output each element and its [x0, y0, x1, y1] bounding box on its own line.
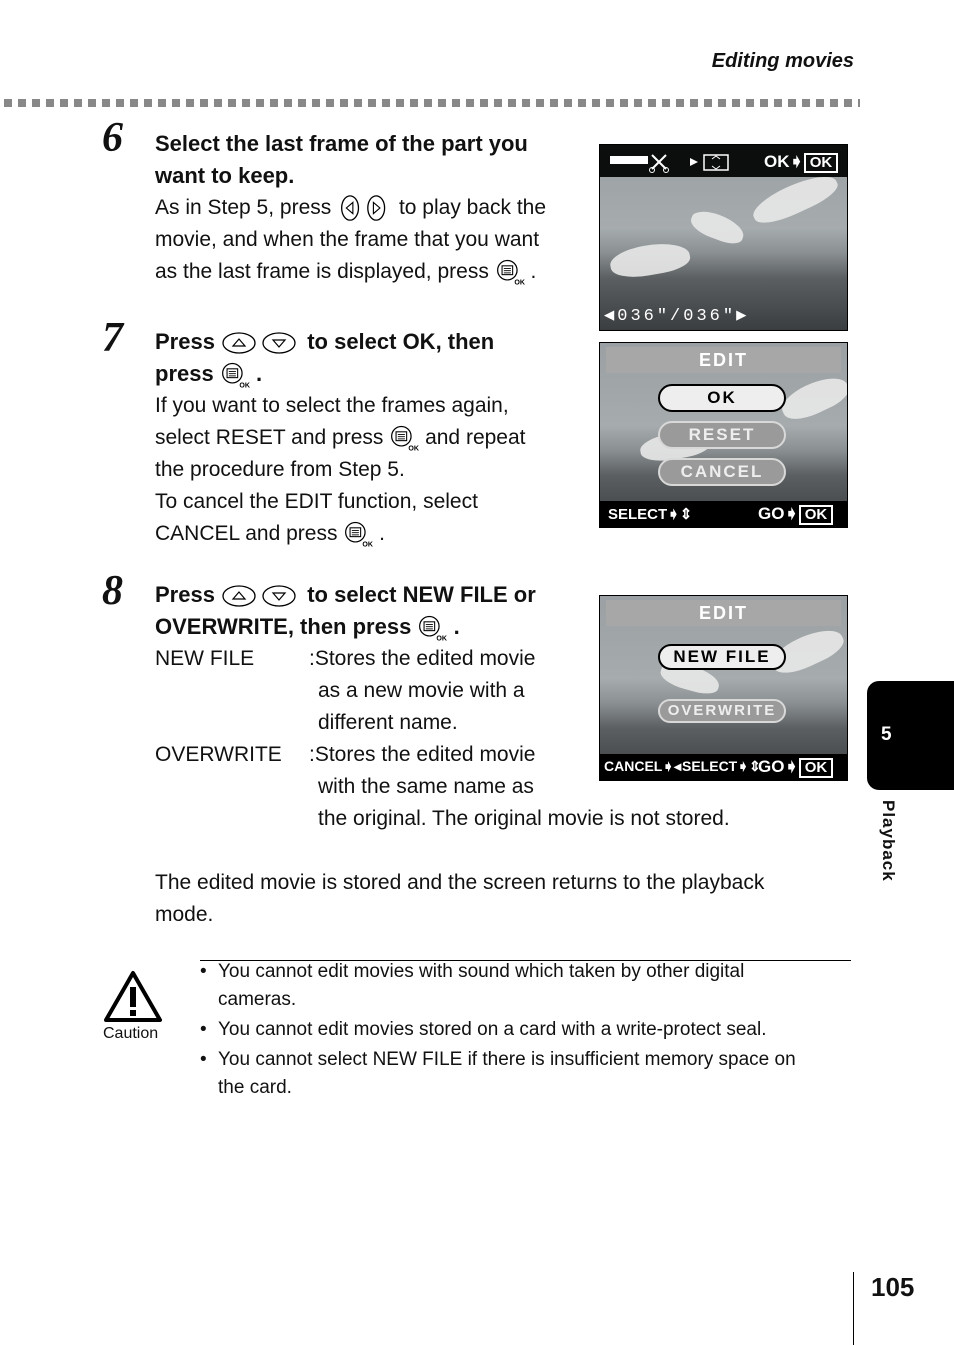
step6-body-line1: As in Step 5, press to play back the: [155, 192, 546, 224]
page-number: 105: [871, 1272, 915, 1302]
step7-body-line4: To cancel the EDIT function, select: [155, 490, 478, 513]
screen3-title: EDIT: [606, 600, 841, 626]
page-number-rule: [853, 1272, 854, 1345]
ok-button-icon: [220, 361, 250, 389]
newfile-term: NEW FILE: [155, 647, 255, 670]
step6-body-line2: movie, and when the frame that you want: [155, 228, 540, 251]
overwrite-desc-line3: the original. The original movie is not stored.: [318, 807, 730, 830]
step6-title-line2: want to keep.: [155, 163, 295, 188]
edit-scissors-icon: [608, 151, 733, 173]
chapter-label: Playback: [879, 800, 898, 882]
step-number-7: 7: [102, 315, 123, 361]
menu-option-overwrite[interactable]: OVERWRITE: [658, 699, 786, 723]
result-line2: mode.: [155, 903, 214, 926]
step7-body-line2: select RESET and press OK and repeat: [155, 426, 526, 453]
step7-body-line1: If you want to select the frames again,: [155, 394, 509, 417]
caution-label: Caution: [103, 1025, 159, 1042]
ok-button-icon: [495, 258, 525, 286]
screen1-ok-hint: OK➧ OK: [764, 152, 838, 173]
step7-title-line1: Press to select OK, then: [155, 326, 494, 358]
select-hint: SELECT➧⇕: [608, 506, 693, 523]
camera-screen-frame-select: [599, 144, 848, 331]
running-header: Editing movies: [711, 50, 854, 72]
go-hint: GO➧ OK: [758, 504, 833, 525]
step8-title-line2: OVERWRITE, then press OK .: [155, 614, 460, 643]
overwrite-desc-line2: with the same name as: [318, 775, 534, 798]
screen2-title: EDIT: [606, 347, 841, 373]
go-hint: GO➧ OK: [758, 757, 833, 778]
result-line1: The edited movie is stored and the screen returns to the playback: [155, 871, 765, 894]
overwrite-term: OVERWRITE: [155, 743, 282, 766]
ok-button-icon: [417, 614, 447, 642]
svg-text:OK: OK: [514, 279, 525, 287]
screen3-bottombar: [600, 754, 847, 780]
ok-button-icon: [343, 520, 373, 548]
svg-text:OK: OK: [362, 541, 374, 549]
svg-text:OK: OK: [408, 445, 420, 453]
newfile-desc-line3: different name.: [318, 711, 458, 734]
ok-button-icon: [389, 424, 419, 452]
newfile-desc-line2: as a new movie with a: [318, 679, 525, 702]
left-right-button-icon: [337, 193, 393, 223]
step-number-8: 8: [102, 568, 123, 614]
dashed-divider: [4, 99, 860, 107]
svg-text:OK: OK: [239, 382, 250, 390]
select-hint: SELECT➧⇕: [682, 758, 761, 774]
chapter-number: 5: [881, 724, 892, 745]
step-number-6: 6: [102, 115, 123, 161]
step6-body-line3: as the last frame is displayed, press OK .: [155, 260, 537, 287]
menu-option-reset[interactable]: RESET: [658, 421, 786, 449]
step8-title-line1: Press to select NEW FILE or: [155, 579, 536, 611]
menu-option-new-file[interactable]: NEW FILE: [658, 644, 786, 670]
camera-screen-edit-menu: [599, 342, 848, 528]
step7-body-line3: the procedure from Step 5.: [155, 458, 405, 481]
step7-body-line5: CANCEL and press OK .: [155, 522, 385, 549]
overwrite-desc-line1: :Stores the edited movie: [309, 743, 536, 766]
up-down-button-icon: [221, 330, 301, 356]
camera-screen-save-menu: [599, 595, 848, 781]
svg-text:OK: OK: [436, 635, 448, 643]
menu-option-ok[interactable]: OK: [658, 384, 786, 412]
newfile-desc-line1: :Stores the edited movie: [309, 647, 536, 670]
caution-warning-icon: [103, 970, 163, 1024]
up-down-button-icon: [221, 583, 301, 609]
step7-title-line2: press OK .: [155, 361, 263, 390]
frame-counter: ◀036"/036"▶: [604, 307, 750, 326]
menu-option-cancel[interactable]: CANCEL: [658, 458, 786, 486]
step6-title-line1: Select the last frame of the part you: [155, 131, 528, 156]
cancel-hint: CANCEL➧◂: [604, 758, 682, 774]
screen2-bottombar: [600, 501, 847, 527]
